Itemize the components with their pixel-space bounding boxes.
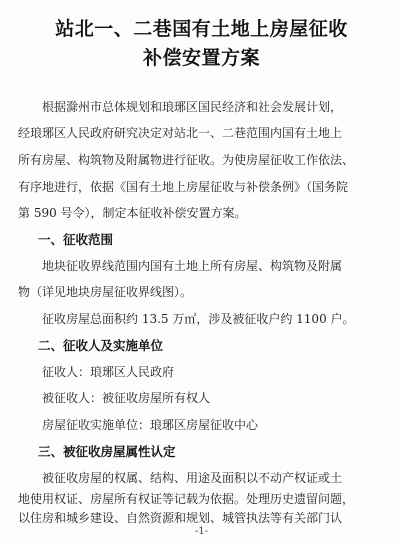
section-1-line-3: 征收房屋总面积约 13.5 万㎡，涉及被征收户约 1100 户。 <box>42 312 355 326</box>
intro-line-1: 根据滁州市总体规划和琅琊区国民经济和社会发展计划， <box>42 100 343 114</box>
section-3-line-1: 被征收房屋的权属、结构、用途及面积以不动产权证或土 <box>42 471 343 485</box>
section-3-line-2: 地使用权证、房屋所有权证等记载为依据。处理历史遗留问题， <box>18 492 355 506</box>
document-title-line2: 补偿安置方案 <box>142 47 260 69</box>
section-2-line-3: 房屋征收实施单位：琅琊区房屋征收中心 <box>42 418 259 432</box>
section-2-line-2: 被征收人：被征收房屋所有权人 <box>42 391 211 405</box>
section-1-heading: 一、征收范围 <box>38 232 114 247</box>
section-2-heading: 二、征收人及实施单位 <box>38 338 164 353</box>
intro-line-3: 所有房屋、构筑物及附属物进行征收。为使房屋征收工作依法、 <box>18 153 355 167</box>
intro-line-2: 经琅琊区人民政府研究决定对站北一、二巷范围内国有土地上 <box>18 126 343 140</box>
section-2-line-1: 征收人：琅琊区人民政府 <box>42 365 175 379</box>
section-1-line-2: 物（详见地块房屋征收界线图）。 <box>18 285 193 299</box>
intro-line-5: 第 590 号令），制定本征收补偿安置方案。 <box>18 206 247 220</box>
section-3-heading: 三、被征收房屋属性认定 <box>38 444 176 459</box>
section-1-line-1: 地块征收界线范围内国有土地上所有房屋、构筑物及附属 <box>42 259 343 273</box>
section-3-line-3: 以住房和城乡建设、自然资源和规划、城管执法等有关部门认 <box>18 511 343 525</box>
document-title-line1: 站北一、二巷国有土地上房屋征收 <box>55 18 348 40</box>
page-number: -1- <box>194 526 209 537</box>
intro-line-4: 有序地进行，依据《国有土地上房屋征收与补偿条例》（国务院 <box>18 180 349 194</box>
